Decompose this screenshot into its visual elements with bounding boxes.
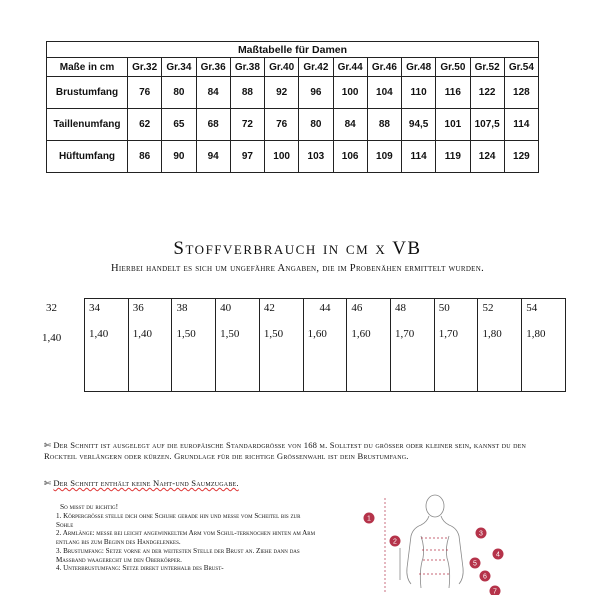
table-cell: 116 <box>436 77 470 109</box>
table-cell: 80 <box>162 77 196 109</box>
table-cell: 84 <box>333 109 367 141</box>
row-label: Taillenumfang <box>47 109 128 141</box>
stoff-size: 42 <box>263 302 275 314</box>
table-cell: 109 <box>367 141 401 173</box>
stoff-cell <box>85 299 129 392</box>
table-cell: 114 <box>402 141 436 173</box>
marker-7 <box>490 586 501 595</box>
table-cell: 94 <box>196 141 230 173</box>
stoff-cell <box>128 299 172 392</box>
stoff-cell <box>391 299 435 392</box>
table-cell: 96 <box>299 77 333 109</box>
stoff-value: 1,80 <box>482 328 502 340</box>
size-header-row <box>47 58 539 77</box>
table-cell: 129 <box>504 141 538 173</box>
markers <box>364 513 504 595</box>
stoff-size: 54 <box>526 302 538 314</box>
table-cell: 72 <box>230 109 264 141</box>
size-header-cell: Gr.36 <box>196 58 230 77</box>
stoff-first-size: 32 <box>46 302 57 314</box>
stoff-title: Stoffverbrauch in cm x VB <box>173 238 422 259</box>
size-header-cell: Gr.42 <box>299 58 333 77</box>
table-cell: 88 <box>230 77 264 109</box>
stoff-size: 50 <box>438 302 450 314</box>
size-header-cell: Gr.54 <box>504 58 538 77</box>
note-text: Der Schnitt ist ausgelegt auf die europäische Standardgrösse von 168 m. Solltest du grösser oder kleiner sein, kannst du den Rockteil verlängern oder kürzen. Grundlage für die richtige Grössenwahl ist dein Brustumfang. <box>44 440 527 461</box>
stoff-cell <box>216 299 260 392</box>
marker-3 <box>476 528 487 539</box>
size-header-cell: Gr.40 <box>265 58 299 77</box>
table-cell: 124 <box>470 141 504 173</box>
table-cell: 114 <box>504 109 538 141</box>
row-label: Brustumfang <box>47 77 128 109</box>
stoff-value: 1,40 <box>132 328 152 340</box>
size-corner-label: Maße in cm <box>47 58 128 77</box>
table-cell: 107,5 <box>470 109 504 141</box>
stoff-value: 1,60 <box>351 328 371 340</box>
size-header-cell: Gr.44 <box>333 58 367 77</box>
list-item: 3. Brustumfang: Setze vorne an der weitesten Stelle der Brust an. Ziehe dann das Massband waagerecht um den Oberkörper. <box>56 546 300 564</box>
table-cell: 100 <box>333 77 367 109</box>
table-row <box>47 109 539 141</box>
stoff-size: 40 <box>220 302 232 314</box>
stoff-cell <box>434 299 478 392</box>
table-cell: 104 <box>367 77 401 109</box>
table-cell: 103 <box>299 141 333 173</box>
stoff-value: 1,70 <box>395 328 415 340</box>
table-cell: 94,5 <box>402 109 436 141</box>
marker-label: 2 <box>393 538 397 546</box>
note-text: Der Schnitt enthält keine Naht-und Saumzugabe. <box>53 478 239 488</box>
table-row <box>47 77 539 109</box>
stoff-value: 1,70 <box>438 328 458 340</box>
table-cell: 65 <box>162 109 196 141</box>
stoff-value: 1,50 <box>176 328 196 340</box>
body-measure-figure <box>355 488 515 595</box>
marker-label: 1 <box>367 515 371 523</box>
stoff-value: 1,50 <box>220 328 240 340</box>
stoff-value: 1,80 <box>526 328 546 340</box>
list-item: 2. Armlänge: messe bei leicht angewinkeltem Arm vom Schul-terknochen hinten am Arm entlang bis zum Beginn des Handgelenkes. <box>56 529 316 547</box>
stoff-value: 1,60 <box>307 328 327 340</box>
size-header-cell: Gr.48 <box>402 58 436 77</box>
table-cell: 97 <box>230 141 264 173</box>
table-cell: 62 <box>128 109 162 141</box>
table-cell: 80 <box>299 109 333 141</box>
table-cell: 76 <box>265 109 299 141</box>
size-header-cell: Gr.52 <box>470 58 504 77</box>
stoff-cell <box>478 299 522 392</box>
table-cell: 86 <box>128 141 162 173</box>
marker-6 <box>480 571 491 582</box>
marker-1 <box>364 513 375 524</box>
marker-label: 6 <box>483 573 487 581</box>
stoff-cell <box>172 299 216 392</box>
table-cell: 100 <box>265 141 299 173</box>
table-cell: 110 <box>402 77 436 109</box>
stoff-cell <box>522 299 566 392</box>
table-cell: 122 <box>470 77 504 109</box>
stoff-size: 52 <box>482 302 494 314</box>
scissors-icon: ✄ <box>44 478 52 488</box>
stoff-size: 48 <box>395 302 407 314</box>
table-cell: 128 <box>504 77 538 109</box>
stoff-size: 46 <box>351 302 363 314</box>
table-cell: 101 <box>436 109 470 141</box>
stoff-size: 36 <box>132 302 144 314</box>
note-standard-size <box>44 440 544 461</box>
stoff-first-value: 1,40 <box>42 332 62 344</box>
table-cell: 106 <box>333 141 367 173</box>
table-row <box>47 141 539 173</box>
size-header-cell: Gr.50 <box>436 58 470 77</box>
row-label: Hüftumfang <box>47 141 128 173</box>
list-item: 1. Körpergrösse stelle dich ohne Schuhe gerade hin und messe vom Scheitel bis zur Sohle <box>56 512 301 529</box>
stoff-cell <box>347 299 391 392</box>
size-table-title: Maßtabelle für Damen <box>47 42 539 58</box>
table-cell: 90 <box>162 141 196 173</box>
marker-4 <box>493 549 504 560</box>
stoff-size: 34 <box>89 302 100 314</box>
table-cell: 76 <box>128 77 162 109</box>
measure-list <box>56 512 316 573</box>
scissors-icon: ✄ <box>44 440 52 450</box>
marker-label: 4 <box>496 551 500 559</box>
table-cell: 119 <box>436 141 470 173</box>
stoff-size: 38 <box>176 302 188 314</box>
marker-5 <box>470 558 481 569</box>
table-cell: 92 <box>265 77 299 109</box>
size-header-cell: Gr.46 <box>367 58 401 77</box>
stoff-subtitle: Hierbei handelt es sich um ungefähre Angaben, die im Probenähen ermittelt wurden. <box>110 263 485 274</box>
size-header-cell: Gr.32 <box>128 58 162 77</box>
marker-label: 3 <box>479 530 483 538</box>
size-table <box>46 41 539 173</box>
table-cell: 84 <box>196 77 230 109</box>
marker-label: 5 <box>473 560 477 568</box>
stoff-cell <box>303 299 347 392</box>
stoff-table <box>84 298 566 392</box>
table-cell: 88 <box>367 109 401 141</box>
note-seam-allowance <box>44 478 544 489</box>
list-item: 4. Unterbrustumfang: Setze direkt unterhalb des Brust- <box>56 564 224 573</box>
marker-label: 7 <box>493 588 497 595</box>
stoff-value: 1,50 <box>263 328 284 340</box>
marker-2 <box>390 536 401 547</box>
stoff-cell <box>259 299 303 392</box>
size-header-cell: Gr.34 <box>162 58 196 77</box>
size-header-cell: Gr.38 <box>230 58 264 77</box>
stoff-value: 1,40 <box>89 328 109 340</box>
measure-title: So misst du richtig! <box>60 502 119 511</box>
table-cell: 68 <box>196 109 230 141</box>
stoff-size: 44 <box>319 302 331 314</box>
